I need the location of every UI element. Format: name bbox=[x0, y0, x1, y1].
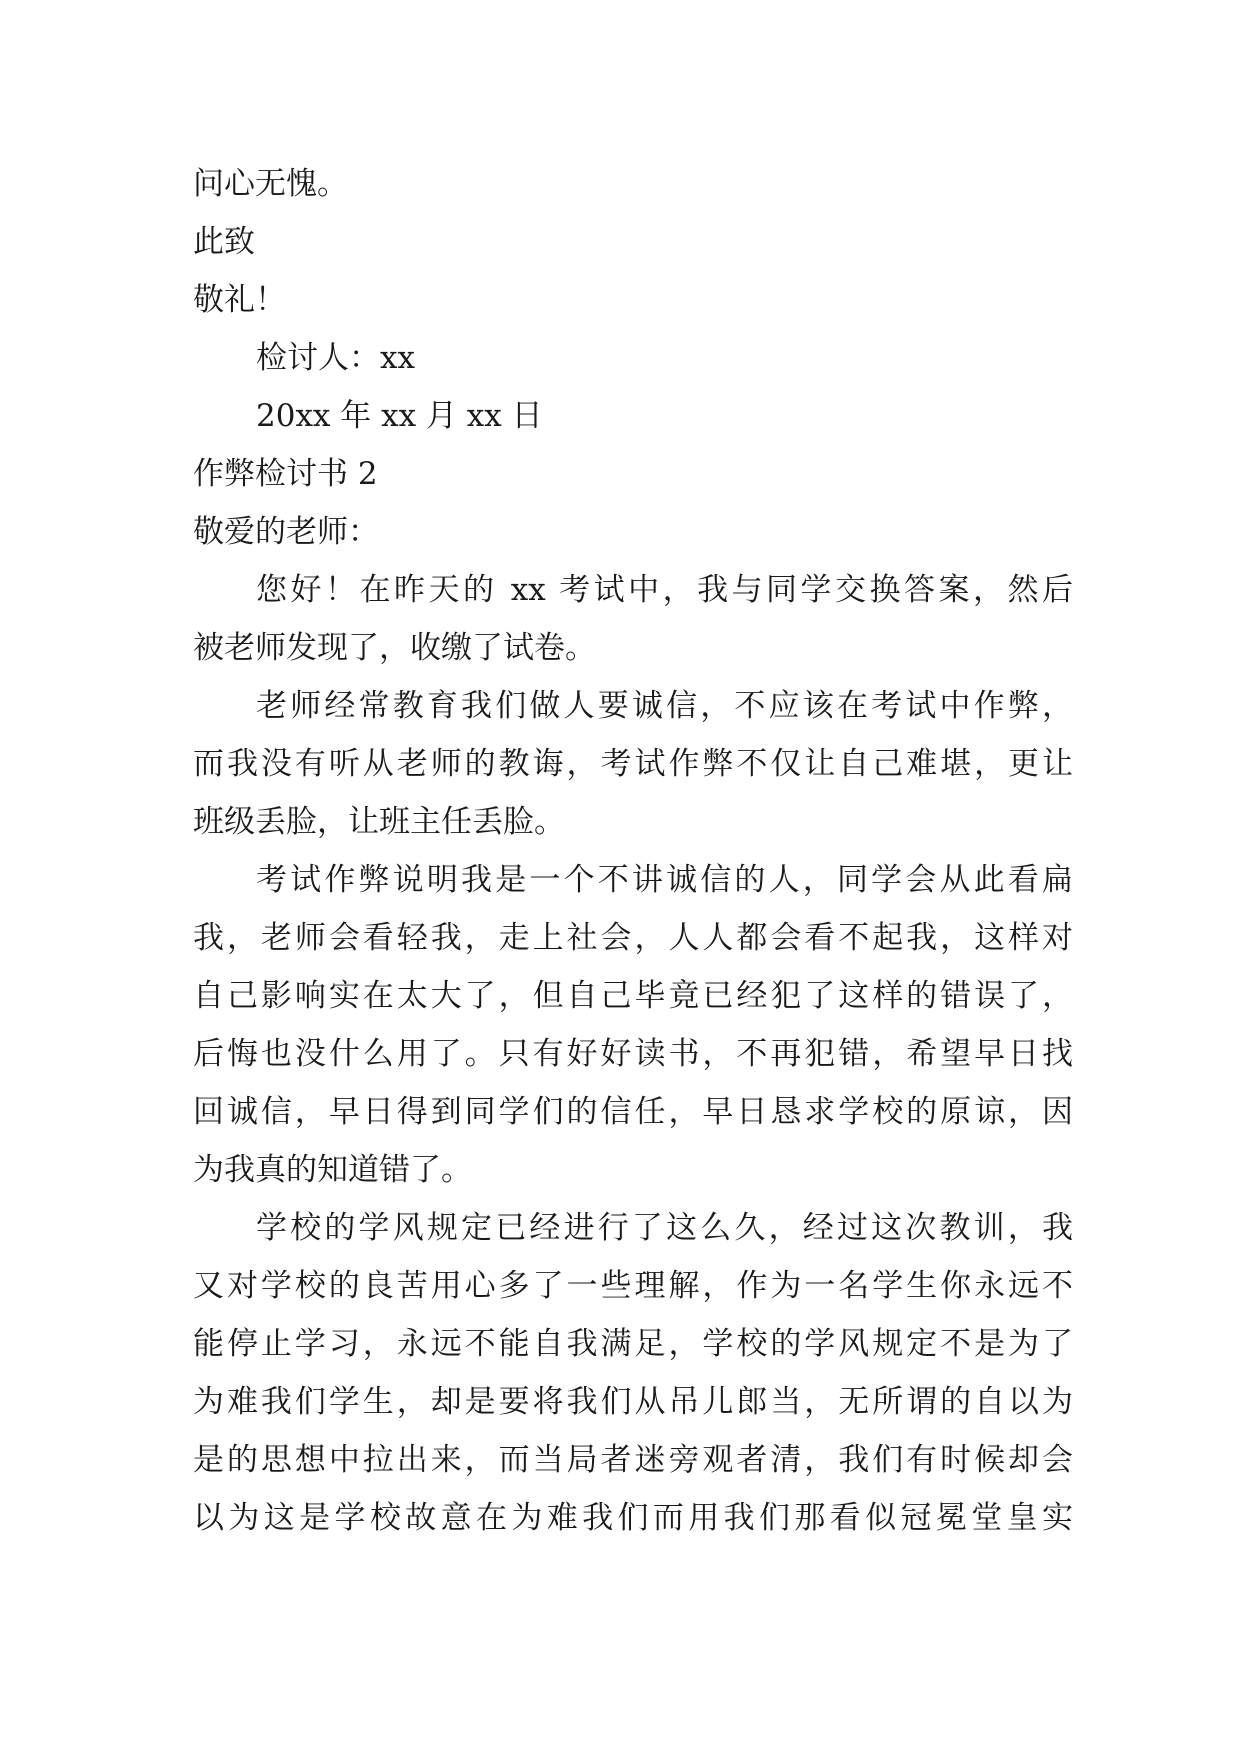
letter-greeting: 敬爱的老师： bbox=[193, 514, 379, 550]
paragraph-line: 我，老师会看轻我，走上社会，人人都会看不起我，这样对 bbox=[193, 920, 1073, 956]
salutation-line-1: 此致 bbox=[193, 224, 255, 260]
paragraph-line: 而我没有听从老师的教诲，考试作弊不仅让自己难堪，更让 bbox=[193, 746, 1073, 782]
paragraph-line: 为难我们学生，却是要将我们从吊儿郎当，无所谓的自以为 bbox=[193, 1384, 1073, 1420]
paragraph-line: 老师经常教育我们做人要诚信，不应该在考试中作弊， bbox=[256, 688, 1073, 724]
paragraph-line: 被老师发现了，收缴了试卷。 bbox=[193, 630, 596, 666]
paragraph-line: 能停止学习，永远不能自我满足，学校的学风规定不是为了 bbox=[193, 1326, 1073, 1362]
paragraph-line: 班级丢脸，让班主任丢脸。 bbox=[193, 804, 565, 840]
paragraph-line: 为我真的知道错了。 bbox=[193, 1152, 472, 1188]
closing-line: 问心无愧。 bbox=[193, 166, 348, 202]
letter-title: 作弊检讨书 2 bbox=[193, 456, 378, 492]
paragraph-line: 又对学校的良苦用心多了一些理解，作为一名学生你永远不 bbox=[193, 1268, 1073, 1304]
paragraph-line: 回诚信，早日得到同学们的信任，早日恳求学校的原谅，因 bbox=[193, 1094, 1073, 1130]
paragraph-line: 考试作弊说明我是一个不讲诚信的人，同学会从此看扁 bbox=[256, 862, 1073, 898]
salutation-line-2: 敬礼！ bbox=[193, 282, 286, 318]
paragraph-line: 以为这是学校故意在为难我们而用我们那看似冠冕堂皇实 bbox=[193, 1500, 1073, 1536]
paragraph-line: 学校的学风规定已经进行了这么久，经过这次教训，我 bbox=[256, 1210, 1073, 1246]
paragraph-line: 自己影响实在太大了，但自己毕竟已经犯了这样的错误了， bbox=[193, 978, 1073, 1014]
paragraph-line: 后悔也没什么用了。只有好好读书，不再犯错，希望早日找 bbox=[193, 1036, 1073, 1072]
signature-date: 20xx 年 xx 月 xx 日 bbox=[256, 398, 543, 434]
paragraph-line: 您好！在昨天的 xx 考试中，我与同学交换答案，然后 bbox=[256, 572, 1073, 608]
signer: 检讨人：xx bbox=[256, 340, 415, 376]
paragraph-line: 是的思想中拉出来，而当局者迷旁观者清，我们有时候却会 bbox=[193, 1442, 1073, 1478]
